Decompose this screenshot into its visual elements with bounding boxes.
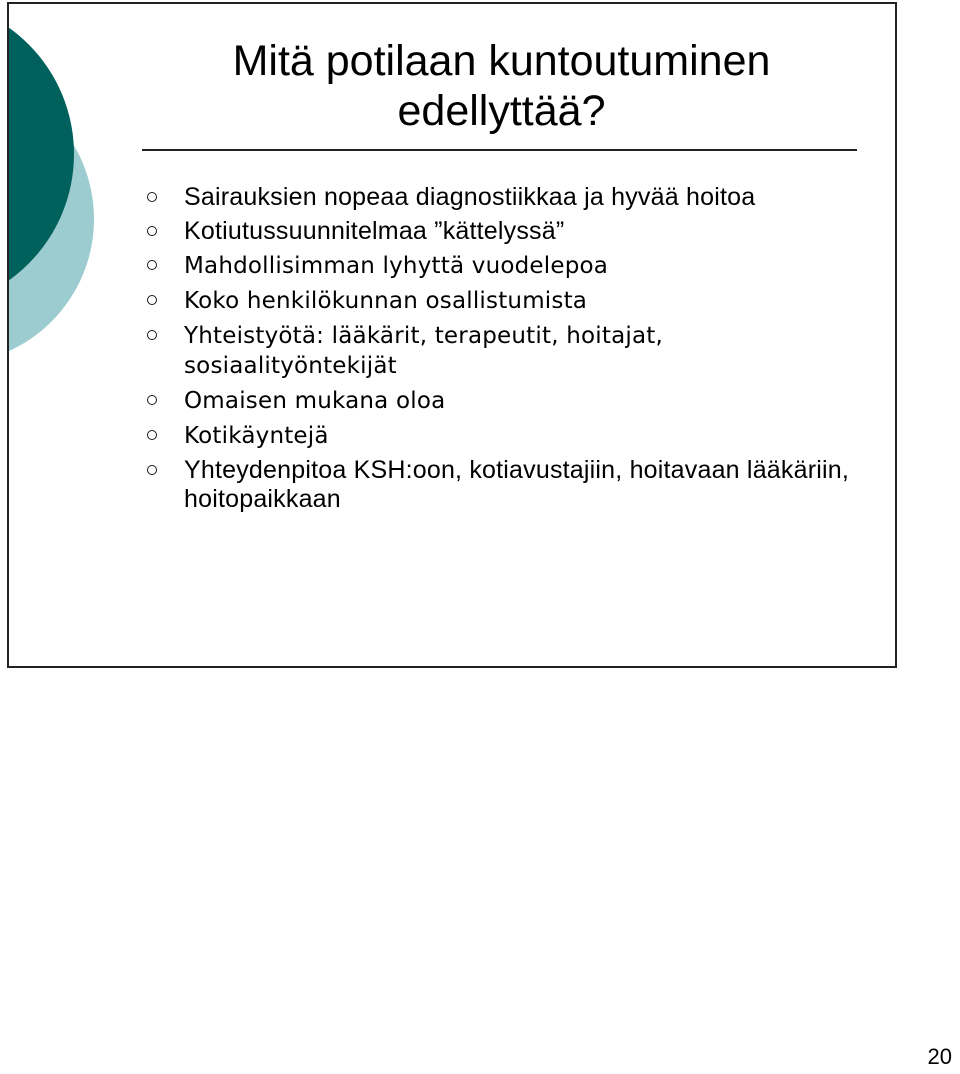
bullet-circle-icon — [147, 295, 157, 305]
title-line-2: edellyttää? — [397, 87, 606, 135]
list-item — [184, 183, 874, 212]
list-item — [184, 251, 874, 281]
list-item — [184, 217, 874, 246]
list-item — [184, 286, 874, 316]
bullet-circle-icon — [147, 260, 157, 270]
bullet-circle-icon — [147, 395, 157, 405]
bullet-text: Mahdollisimman lyhyttä vuodelepoa — [184, 253, 609, 279]
title-line-1: Mitä potilaan kuntoutuminen — [232, 37, 771, 85]
list-item — [184, 321, 874, 381]
title-divider — [142, 149, 857, 151]
bullet-list — [184, 183, 874, 519]
bullet-text: Koko henkilökunnan osallistumista — [184, 288, 588, 314]
slide-title — [149, 36, 854, 136]
page-number: 20 — [927, 1044, 952, 1069]
bullet-text: Yhteistyötä: lääkärit, terapeutit, hoitajat, sosiaalityöntekijät — [184, 323, 663, 379]
slide — [7, 2, 897, 668]
decorative-teal-shapes — [9, 4, 129, 364]
bullet-circle-icon — [147, 465, 157, 475]
list-item — [184, 386, 874, 416]
bullet-circle-icon — [147, 330, 157, 340]
bullet-text: Kotiutussuunnitelmaa ”kättelyssä” — [184, 217, 565, 245]
bullet-circle-icon — [147, 226, 157, 236]
bullet-text: Omaisen mukana oloa — [184, 388, 446, 414]
list-item — [184, 421, 874, 451]
bullet-circle-icon — [147, 192, 157, 202]
bullet-text: Kotikäyntejä — [184, 423, 329, 449]
bullet-text: Sairauksien nopeaa diagnostiikkaa ja hyvää hoitoa — [184, 183, 756, 211]
list-item — [184, 456, 874, 514]
bullet-circle-icon — [147, 430, 157, 440]
bullet-text: Yhteydenpitoa KSH:oon, kotiavustajiin, hoitavaan lääkäriin, hoitopaikkaan — [184, 456, 849, 513]
